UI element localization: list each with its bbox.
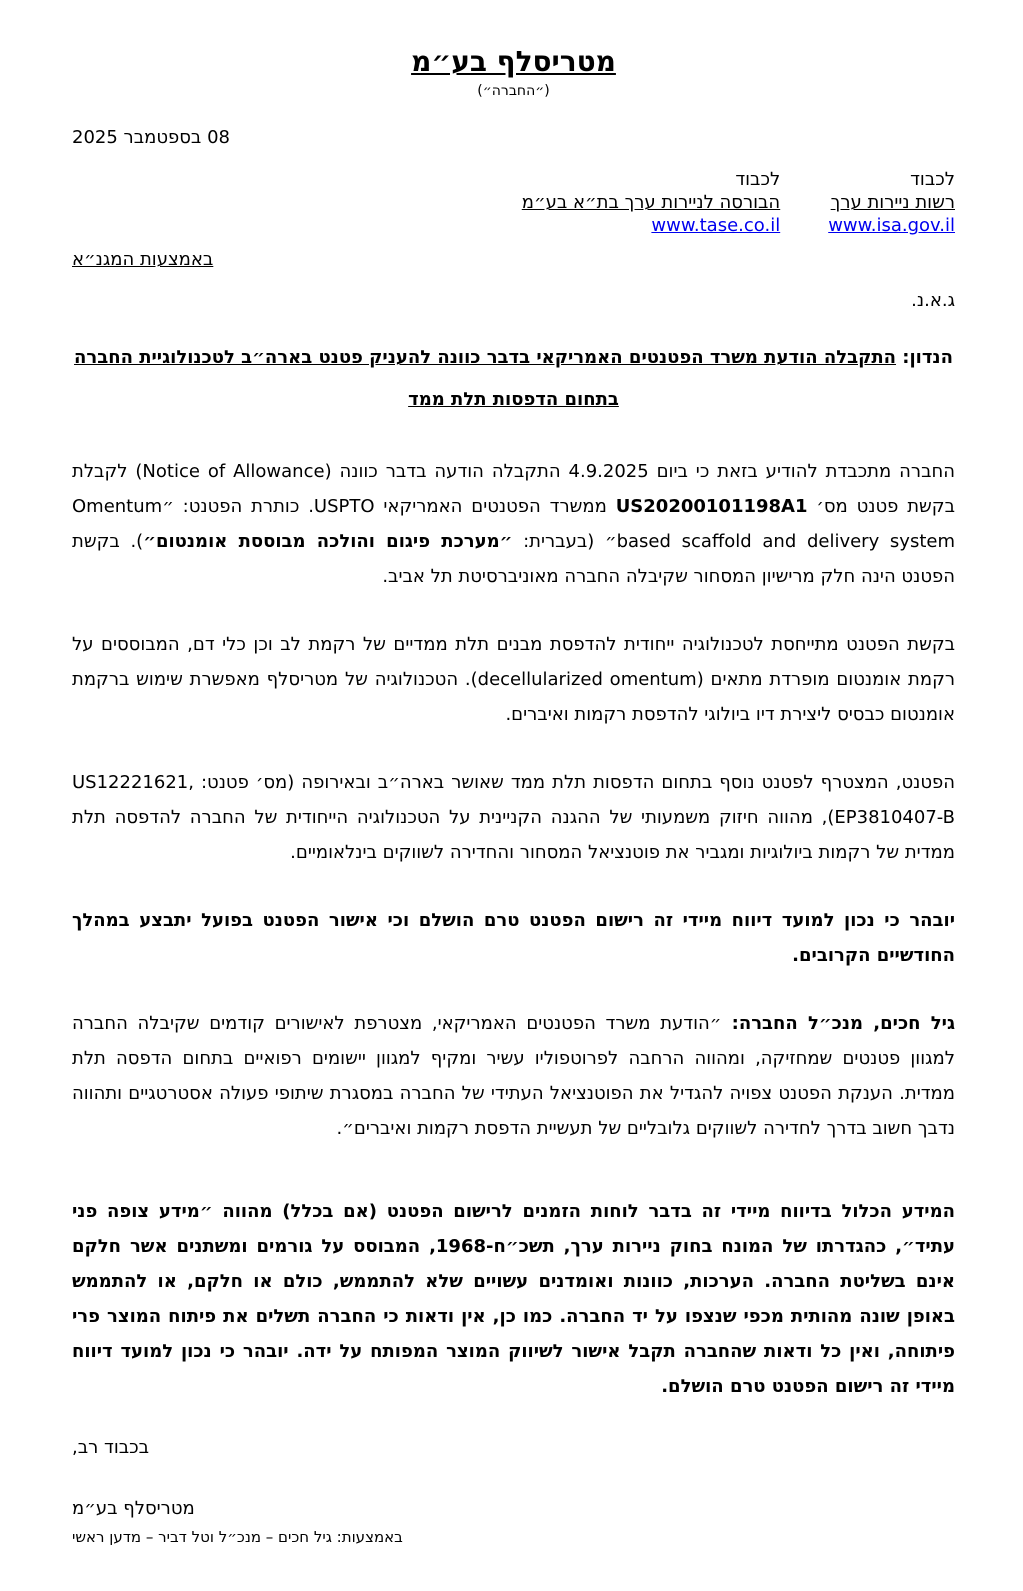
company-alias: (״החברה״) <box>477 83 550 99</box>
recipient-name: רשות ניירות ערך <box>830 192 955 213</box>
tase-link[interactable]: www.tase.co.il <box>651 215 781 236</box>
closing-signatories: באמצעות: גיל חכים – מנכ״ל וטל דביר – מדען ראשי <box>72 1528 403 1546</box>
paragraph-patent-portfolio: הפטנט, המצטרף לפטנט נוסף בתחום הדפסות תלת ממד שאושר בארה״ב ובאירופה (מס׳ פטנט: US12221621, EP3810407-B), מהווה חיזוק משמעותי של ההגנה הקניינית על הטכנולוגיה הייחודית של החברה להדפסה תלת ממדית של רקמות ביולוגיות ומגביר את פוטנציאל המסחור והחדירה לשווקים בינלאומיים. <box>72 772 955 863</box>
recipient-salutation: לכבוד <box>735 169 781 190</box>
closing-regards: בכבוד רב, <box>72 1437 150 1458</box>
via-magna-line: באמצעות המגנ״א <box>72 249 214 270</box>
closing-company: מטריסלף בע״מ <box>72 1498 195 1519</box>
paragraph-technology: בקשת הפטנט מתייחסת לטכנולוגיה ייחודית להדפסת מבנים תלת ממדיים של רקמת לב וכן כלי דם, המבוססים על רקמת אומנטום מופרדת מתאים (decellularized omentum). הטכנולוגיה של מטריסלף מאפשרת שימוש ברקמת אומנטום כבסיס ליצירת דיו ביולוגי להדפסת רקמות ואיברים. <box>72 634 955 725</box>
recipient-isa <box>828 168 955 237</box>
isa-link[interactable]: www.isa.gov.il <box>828 215 955 236</box>
greeting: ג.א.נ. <box>911 290 955 311</box>
paragraph-forward-looking: המידע הכלול בדיווח מיידי זה בדבר לוחות הזמנים לרישום הפטנט (אם בכלל) מהווה ״מידע צופה פני עתיד״, כהגדרתו של המונח בחוק ניירות ערך, תשכ״ח-1968, המבוסס על גורמים ומשתנים אשר חלקם אינם בשליטת החברה. הערכות, כוונות ואומדנים עשויים שלא להתממש, כולם או חלקם, או להתממש באופן שונה מהותית מכפי שנצפו על יד החברה. כמו כן, אין ודאות כי החברה תשלים את פיתוח המוצר פרי פיתוחה, ואין כל ודאות שהחברה תקבל אישור לשיווק המוצר המפותח על ידה. יובהר כי נכון למועד דיווח מיידי זה רישום הפטנט טרם הושלם. <box>72 1201 955 1397</box>
paragraph-clarification: יובהר כי נכון למועד דיווח מיידי זה רישום הפטנט טרם הושלם וכי אישור הפטנט בפועל יתבצע במהלך החודשיים הקרובים. <box>72 910 955 966</box>
recipient-tase <box>522 168 780 237</box>
letter-date: 08 בספטמבר 2025 <box>72 127 230 148</box>
recipient-name: הבורסה לניירות ערך בת״א בע״מ <box>521 192 781 213</box>
paragraph-ceo-quote: גיל חכים, מנכ״ל החברה: ״הודעת משרד הפטנטים האמריקאי, מצטרפת לאישורים קודמים שקיבלה החברה למגוון פטנטים שמחזיקה, ומהווה הרחבה לפרוטפוליו עשיר ומקיף למגוון יישומים רפואיים בתחום הדפסה תלת ממדית. הענקת הפטנט צפויה להגדיל את הפוטנציאל העתידי של החברה במסגרת שיתופי פעולה אסטרטגיים ותהווה נדבך חשוב בדרך לחדירה לשווקים גלובליים של תעשיית הדפסת רקמות ואיברים״. <box>72 1013 956 1139</box>
recipient-salutation: לכבוד <box>910 169 955 190</box>
subject-line: הנדון: התקבלה הודעת משרד הפטנטים האמריקאי בדבר כוונה להעניק פטנט בארה״ב לטכנולוגיית החברה בתחום הדפסות תלת ממד <box>74 347 953 410</box>
recipients-block <box>72 168 955 237</box>
company-title: מטריסלף בע״מ <box>411 45 616 78</box>
paragraph-allowance-notice: החברה מתכבדת להודיע בזאת כי ביום 4.9.2025 התקבלה הודעה בדבר כוונה (Notice of Allowance) לקבלת בקשת פטנט מס׳ US20200101198A1 ממשרד הפטנטים האמריקאי USPTO. כותרת הפטנט: ״Omentum based scaffold and delivery system״ (בעברית: ״מערכת פיגום והולכה מבוססת אומנטום״). בקשת הפטנט הינה חלק מרישיון המסחור שקיבלה החברה מאוניברסיטת תל אביב. <box>72 461 955 587</box>
